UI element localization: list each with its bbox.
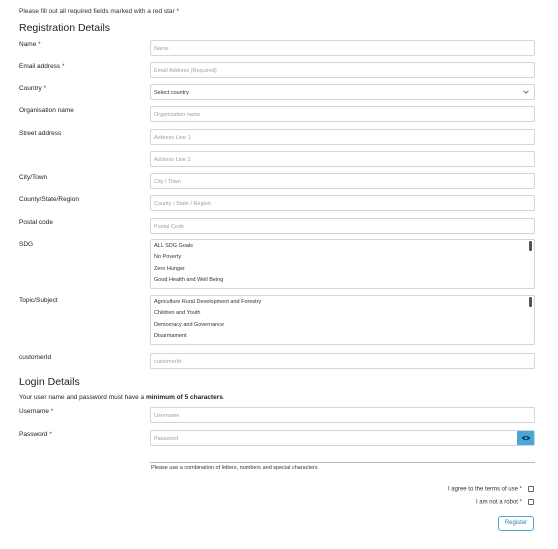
customer-id-field[interactable]: customerId: [150, 353, 535, 369]
terms-checkbox[interactable]: [528, 486, 534, 492]
name-label: Name *: [19, 41, 41, 48]
address-line-1-field[interactable]: Address Line 1: [150, 129, 535, 145]
password-strength-divider: [150, 462, 535, 463]
postal-label: Postal code: [19, 219, 53, 226]
robot-row: I am not a robot *: [476, 499, 534, 506]
sdg-listbox[interactable]: [150, 239, 535, 289]
terms-label: I agree to the terms of use: [447, 486, 518, 493]
sdg-option[interactable]: Zero Hunger: [154, 265, 185, 272]
sdg-option[interactable]: Good Health and Well Being: [154, 277, 224, 284]
password-hint: Please use a combination of letters, numbers and special characters: [151, 465, 318, 471]
address-line-2-field[interactable]: Address Line 2: [150, 151, 535, 167]
topic-listbox[interactable]: [150, 295, 535, 345]
name-field[interactable]: Name: [150, 40, 535, 56]
robot-checkbox[interactable]: [528, 499, 534, 505]
username-field[interactable]: Username: [150, 407, 535, 423]
required-star: *: [176, 8, 180, 15]
password-placeholder: Password: [154, 436, 179, 442]
eye-icon: [517, 430, 535, 446]
city-field[interactable]: City / Town: [150, 173, 535, 189]
required-fields-note: Please fill out all required fields marked with a red star *: [19, 8, 180, 15]
country-select[interactable]: [150, 84, 535, 100]
country-label: Country *: [19, 85, 47, 92]
registration-heading: Registration Details: [19, 22, 111, 34]
topic-scrollbar[interactable]: [529, 297, 532, 307]
city-label: City/Town: [19, 174, 48, 181]
robot-label: I am not a robot: [475, 499, 518, 506]
topic-option[interactable]: Agriculture Rural Development and Forestry: [154, 299, 262, 305]
organisation-label: Organisation name: [19, 107, 74, 114]
terms-row: I agree to the terms of use *: [448, 486, 534, 493]
sdg-option[interactable]: No Poverty: [154, 254, 182, 261]
password-field[interactable]: [150, 430, 535, 446]
postal-field[interactable]: Postal Code: [150, 218, 535, 234]
show-password-button[interactable]: [517, 430, 535, 446]
sdg-option[interactable]: ALL SDG Goals: [154, 243, 193, 249]
street-label: Street address: [19, 130, 62, 137]
topic-option[interactable]: Disarmament: [154, 333, 187, 340]
sdg-label: SDG: [19, 241, 34, 248]
organisation-field[interactable]: Organization name: [150, 106, 535, 122]
username-label: Username *: [19, 408, 54, 415]
topic-label: Topic/Subject: [19, 297, 58, 304]
customer-id-label: customerId: [19, 354, 52, 361]
register-button[interactable]: Register: [498, 516, 534, 531]
email-field[interactable]: Email Address (Required): [150, 62, 535, 78]
county-label: County/State/Region: [19, 196, 79, 203]
email-label: Email address *: [19, 63, 65, 70]
chevron-down-icon: [522, 88, 530, 96]
login-heading: Login Details: [19, 376, 80, 388]
topic-option[interactable]: Democracy and Governance: [154, 321, 225, 328]
password-label: Password *: [19, 431, 52, 438]
sdg-scrollbar[interactable]: [529, 241, 532, 251]
topic-option[interactable]: Children and Youth: [154, 310, 201, 317]
county-field[interactable]: County / State / Region: [150, 195, 535, 211]
credentials-rule: Your user name and password must have a minimum of 5 characters.: [19, 394, 225, 401]
country-select-value: Select country: [154, 90, 189, 96]
